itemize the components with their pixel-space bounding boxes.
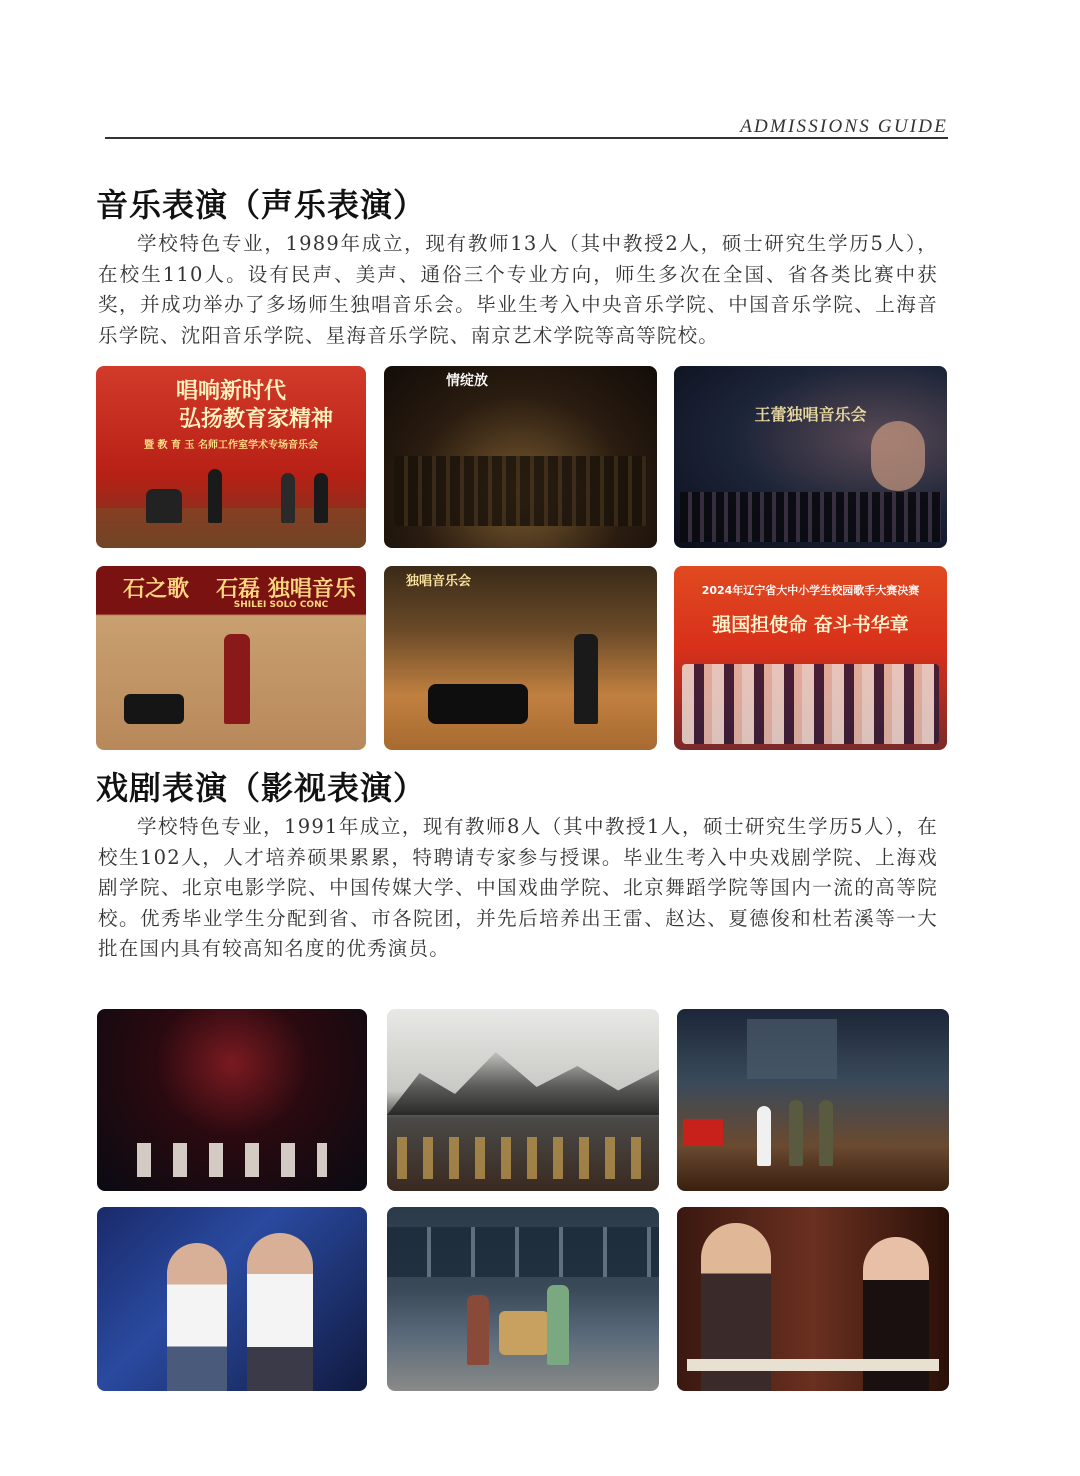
mountain-backdrop (387, 1045, 659, 1115)
performer (281, 473, 295, 523)
actor (467, 1295, 489, 1365)
piano (146, 489, 182, 523)
actors (397, 1137, 649, 1179)
singer (224, 634, 250, 724)
photo-caption: 独唱音乐会 (406, 574, 472, 589)
actor (757, 1106, 771, 1166)
photo-caption: 暨 教 育 玉 名师工作室学术专场音乐会 (144, 440, 318, 451)
photo-caption: 2024年辽宁省大中小学生校园歌手大赛决赛 (701, 584, 920, 597)
actor (819, 1100, 833, 1166)
header-admissions-guide: ADMISSIONS GUIDE (740, 116, 948, 137)
actor (547, 1285, 569, 1365)
photo-caption: 唱响新时代 (175, 378, 286, 404)
section-title-music: 音乐表演（声乐表演） (96, 186, 427, 224)
drummers (137, 1143, 327, 1177)
section-title-drama: 戏剧表演（影视表演） (96, 769, 427, 807)
performer (208, 469, 222, 523)
photo-ink-landscape-stage (387, 1009, 659, 1191)
red-flag (683, 1119, 723, 1145)
photo-train-scene-drama (387, 1207, 659, 1391)
photo-concert-red-backdrop (96, 366, 366, 548)
photo-solo-concert-screen (674, 366, 947, 548)
photo-caption: 石之歌 (122, 577, 189, 602)
performer (167, 1243, 227, 1391)
performer (247, 1233, 313, 1391)
contestants-group (682, 664, 939, 744)
photo-drum-performance (97, 1009, 367, 1191)
train-windows (387, 1227, 659, 1277)
piano (428, 684, 528, 724)
basket-prop (499, 1311, 549, 1355)
header-rule (105, 137, 948, 139)
orchestra-players (394, 456, 647, 526)
photo-two-performers-microphones (97, 1207, 367, 1391)
photo-campus-singer-contest (674, 566, 947, 750)
section-paragraph-drama: 学校特色专业，1991年成立，现有教师8人（其中教授1人，硕士研究生学历5人），在校生102人，人才培养硕果累累，特聘请专家参与授课。毕业生考入中央戏剧学院、上海戏剧学院、北京电影学院、中国传媒大学、中国戏曲学院、北京舞蹈学院等国内一流的高等院校。优秀毕业学生分配到省、市各院团，并先后培养出王雷、赵达、夏德俊和杜若溪等一大批在国内具有较高知名度的优秀演员。 (98, 815, 938, 960)
photo-shilei-solo-concert (96, 566, 366, 750)
actor (789, 1100, 803, 1166)
dining-table (687, 1359, 939, 1371)
photo-orchestra-concert (384, 366, 657, 548)
photo-dinner-scene-drama (677, 1207, 949, 1391)
photo-caption: 强国担使命 奋斗书华章 (712, 614, 909, 636)
photo-warship-stage-drama (677, 1009, 949, 1191)
singer-portrait (871, 421, 925, 491)
photo-caption: 王蕾独唱音乐会 (754, 405, 867, 424)
piano (124, 694, 184, 724)
photo-vocal-recital (384, 566, 657, 750)
photo-caption: SHILEI SOLO CONC (233, 600, 329, 610)
section-paragraph-music: 学校特色专业，1989年成立，现有教师13人（其中教授2人，硕士研究生学历5人），在校生110人。设有民声、美声、通俗三个专业方向，师生多次在全国、省各类比赛中获奖，并成功举办了多场师生独唱音乐会。毕业生考入中央音乐学院、中国音乐学院、上海音乐学院、沈阳音乐学院、星海音乐学院、南京艺术学院等高等院校。 (98, 232, 938, 347)
performer (314, 473, 328, 523)
photo-caption: 情绽放 (446, 373, 488, 389)
photo-caption: 弘扬教育家精神 (178, 406, 333, 432)
photo-caption: 石磊 独唱音乐 (216, 577, 356, 602)
orchestra-players (680, 492, 941, 542)
singer (574, 634, 598, 724)
ship-backdrop (747, 1019, 837, 1079)
